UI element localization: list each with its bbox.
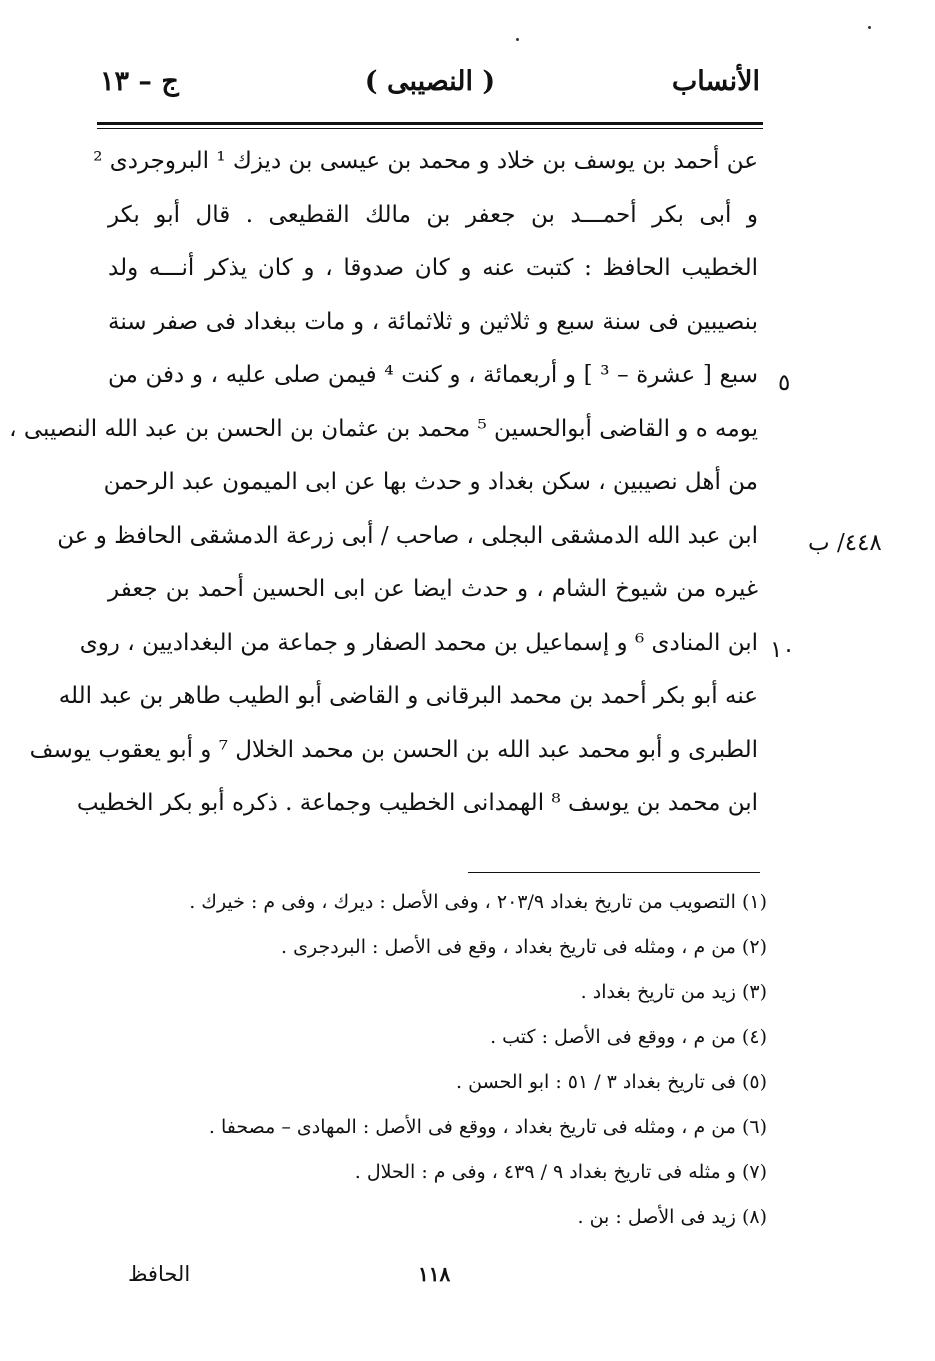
text-line: عن أحمد بن يوسف بن خلاد و محمد بن عيسى بن ديزك ¹ البروجردى ² bbox=[93, 148, 758, 174]
text-line: ابن محمد بن يوسف ⁸ الهمدانى الخطيب وجماعة . ذكره أبو بكر الخطيب bbox=[76, 790, 758, 816]
text-line: الخطيب الحافظ : كتبت عنه و كان صدوقا ، و كان يذكر أنـــه ولد bbox=[108, 255, 758, 281]
margin-line-number-5: ٥ bbox=[778, 370, 791, 396]
page-number: ١١٨ bbox=[418, 1262, 451, 1286]
header-volume: ج – ١٣ bbox=[100, 66, 179, 97]
text-line: ابن عبد الله الدمشقى البجلى ، صاحب / أبى زرعة الدمشقى الحافظ و عن bbox=[57, 522, 758, 549]
scan-speck bbox=[516, 38, 519, 41]
footnote: (٤) من م ، ووقع فى الأصل : كتب . bbox=[490, 1026, 767, 1048]
text-line: الطبرى و أبو محمد عبد الله بن الحسن بن محمد الخلال ⁷ و أبو يعقوب يوسف bbox=[29, 736, 758, 763]
footnote: (٧) و مثله فى تاريخ بغداد ٩ / ٤٣٩ ، وفى م : الحلال . bbox=[354, 1161, 767, 1183]
footnote: (٥) فى تاريخ بغداد ٣ / ٥١ : ابو الحسن . bbox=[456, 1071, 767, 1093]
footnote: (٦) من م ، ومثله فى تاريخ بغداد ، ووقع فى الأصل : المهادى – مصحفا . bbox=[208, 1116, 767, 1138]
main-text bbox=[9, 135, 758, 831]
footnote: (٨) زيد فى الأصل : بن . bbox=[577, 1206, 767, 1228]
margin-line-number-10: ١٠ bbox=[770, 637, 795, 663]
header-book-title: الأنساب bbox=[671, 66, 760, 97]
scan-speck bbox=[868, 26, 871, 29]
running-header bbox=[100, 66, 760, 110]
header-entry-title: ( النصيبى ) bbox=[364, 66, 496, 97]
footnote: (٣) زيد من تاريخ بغداد . bbox=[580, 981, 767, 1003]
text-line: بنصيبين فى سنة سبع و ثلاثين و ثلاثمائة ، و مات ببغداد فى صفر سنة bbox=[108, 308, 758, 335]
text-line: عنه أبو بكر أحمد بن محمد البرقانى و القاضى أبو الطيب طاهر بن عبد الله bbox=[58, 683, 758, 709]
footnotes bbox=[117, 880, 767, 1240]
footnote: (٢) من م ، ومثله فى تاريخ بغداد ، وقع فى الأصل : البردجرى . bbox=[281, 936, 767, 958]
text-line: و أبى بكر أحمـــد بن جعفر بن مالك القطيعى . قال أبو بكر bbox=[108, 201, 758, 228]
text-line: سبع [ عشرة – ³ ] و أربعمائة ، و كنت ⁴ فيمن صلى عليه ، و دفن من bbox=[108, 362, 758, 388]
header-rule-thin bbox=[97, 128, 763, 129]
catchword: الحافظ bbox=[128, 1262, 191, 1286]
text-line: غيره من شيوخ الشام ، و حدث ايضا عن ابى الحسين أحمد بن جعفر bbox=[108, 576, 758, 602]
text-line: من أهل نصيبين ، سكن بغداد و حدث بها عن ابى الميمون عبد الرحمن bbox=[103, 469, 758, 495]
footnote: (١) التصويب من تاريخ بغداد ٢٠٣/٩ ، وفى الأصل : ديرك ، وفى م : خيرك . bbox=[189, 891, 767, 913]
header-rule-thick bbox=[97, 122, 763, 125]
margin-folio-marker: ٤٤٨/ ب bbox=[808, 530, 882, 556]
footnote-separator bbox=[468, 872, 760, 873]
text-line: ابن المنادى ⁶ و إسماعيل بن محمد الصفار و جماعة من البغداديين ، روى bbox=[79, 629, 758, 656]
text-line: يومه ه و القاضى أبوالحسين ⁵ محمد بن عثمان بن الحسن بن عبد الله النصيبى ، bbox=[9, 415, 758, 442]
